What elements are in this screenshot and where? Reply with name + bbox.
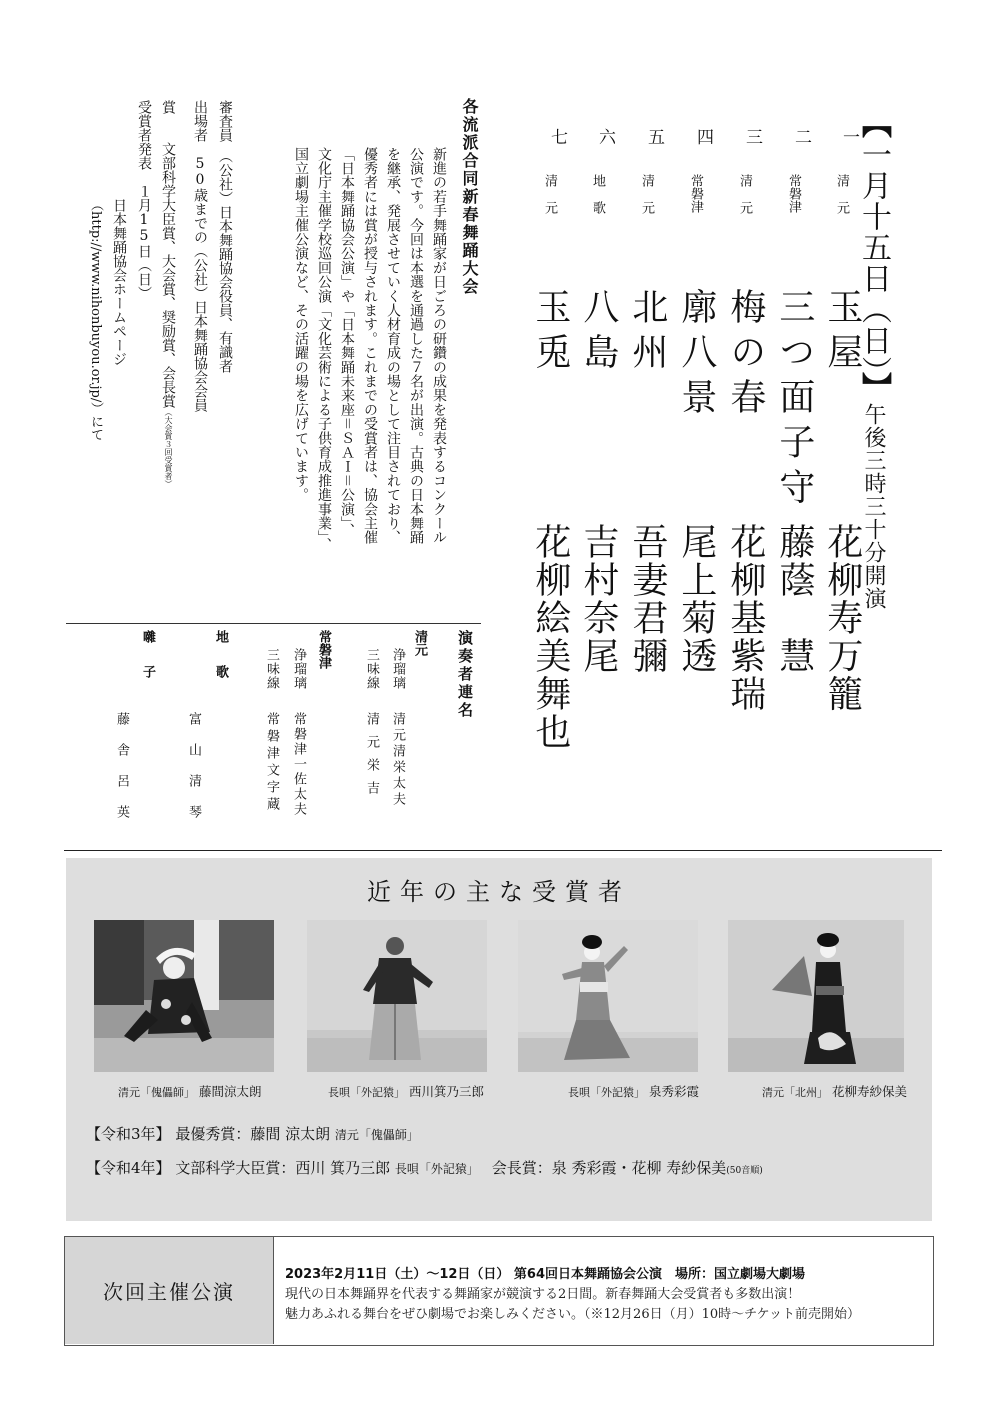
award-reiwa4: 【令和4年】 文部科学大臣賞：西川 箕乃三郎 長唄「外記猿」 会長賞：泉 秀彩霞・花柳 寿紗保美(50音順) xyxy=(86,1159,763,1177)
program-genre: 清元 xyxy=(834,174,849,228)
description-line: 公演です。今回は本選を通過した７名が出演。古典の日本舞踊 xyxy=(408,147,424,545)
program-performer: 尾上菊透 xyxy=(675,523,717,675)
instrument-label: 浄瑠璃 xyxy=(390,648,405,690)
performer-genre: 地歌 xyxy=(213,630,228,700)
performers-title: 演奏者連名 xyxy=(456,630,474,720)
photo-caption: 清元「北州」 花柳寿紗保美 xyxy=(762,1084,908,1099)
performer-genre: 常磐津 xyxy=(316,630,331,669)
program-performer: 吾妻君彌 xyxy=(626,523,668,675)
description-line: を継承、発展させていく人材育成の場として注目されており、 xyxy=(385,147,401,545)
performer-name: 清元栄吉 xyxy=(364,712,379,804)
program-title: 玉兎 xyxy=(529,288,571,378)
program-genre: 地歌 xyxy=(590,174,605,228)
performer-name: 常磐津一佐太夫 xyxy=(291,712,306,817)
award-photo xyxy=(94,920,274,1072)
photo-caption: 長唄「外記猿」 西川箕乃三郎 xyxy=(328,1084,485,1099)
program-number: 三 xyxy=(742,128,762,145)
entrants-info: 出場者 50歳までの（公社）日本舞踊協会会員 xyxy=(192,100,208,412)
program-number: 七 xyxy=(547,128,567,145)
instrument-label: 三味線 xyxy=(364,648,379,690)
program-genre: 常磐津 xyxy=(688,174,703,213)
program-title: 三つ面子守 xyxy=(773,288,815,513)
program-title: 廓八景 xyxy=(675,288,717,423)
program-number: 六 xyxy=(595,128,615,145)
award-photo xyxy=(307,920,487,1072)
photo-caption: 清元「傀儡師」 藤間涼太朗 xyxy=(118,1084,262,1099)
award-photo xyxy=(518,920,698,1072)
website-url[interactable]: （http://www.nihonbuyou.or.jp/）にて xyxy=(88,198,103,442)
program-performer: 吉村奈尾 xyxy=(577,523,619,675)
program-item xyxy=(822,128,864,768)
program-performer: 藤蔭 慧 xyxy=(773,523,815,675)
program-genre: 清元 xyxy=(542,174,557,228)
description-line: 文化庁主催学校巡回公演「文化芸術による子供育成推進事業」、 xyxy=(316,147,332,552)
instrument-label: 浄瑠璃 xyxy=(291,648,306,690)
program-performer: 花柳寿万籠 xyxy=(821,523,863,713)
program-item xyxy=(774,128,816,768)
program-item xyxy=(627,128,669,768)
program-number: 二 xyxy=(791,128,811,145)
program-title: 北州 xyxy=(626,288,668,378)
description-line: 新進の若手舞踊家が日ごろの研鑽の成果を発表するコンクール xyxy=(431,147,447,545)
next-event-description: 現代の日本舞踊界を代表する舞踊家が競演する2日間。新春舞踊大会受賞者も多数出演！ xyxy=(285,1287,801,1302)
judges-info: 審査員 （公社）日本舞踊協会役員、有識者 xyxy=(217,100,233,373)
program-performer: 花柳絵美舞也 xyxy=(529,523,571,751)
program-number: 五 xyxy=(644,128,664,145)
program-number: 四 xyxy=(693,128,713,145)
award-photo xyxy=(728,920,904,1072)
description-line: 優秀者には賞が授与されます。これまでの受賞者は、協会主催 xyxy=(362,147,378,545)
program-item xyxy=(578,128,620,768)
program-genre: 常磐津 xyxy=(786,174,801,213)
award-reiwa3: 【令和3年】 最優秀賞：藤間 涼太朗 清元「傀儡師」 xyxy=(86,1125,419,1143)
next-event-box xyxy=(64,1236,934,1346)
performer-name: 藤舎呂英 xyxy=(114,712,129,836)
program-item xyxy=(530,128,572,768)
next-event-label: 次回主催公演 xyxy=(65,1237,274,1344)
next-event-headline: 2023年2月11日（土）～12日（日） 第64回日本舞踊協会公演 場所：国立劇場大劇場 xyxy=(285,1267,806,1282)
performer-name: 富山清琴 xyxy=(186,712,201,836)
program-item xyxy=(725,128,767,768)
performer-name: 常磐津文字蔵 xyxy=(264,712,279,814)
description-line: 「日本舞踊協会公演」や「日本舞踊未来座＝ＳＡＩ＝公演」、 xyxy=(339,147,355,538)
program-number: 一 xyxy=(839,128,859,145)
performer-name: 清元清栄太夫 xyxy=(390,712,405,808)
awards-title: 近年の主な受賞者 xyxy=(367,878,631,906)
event-title: 各流派合同新春舞踊大会 xyxy=(460,98,479,296)
description-line: 国立劇場主催公演など、その活躍の場を広げています。 xyxy=(293,147,309,502)
program-performer: 花柳基紫瑞 xyxy=(724,523,766,713)
program-genre: 清元 xyxy=(639,174,654,228)
program-title: 八島 xyxy=(577,288,619,378)
announcement-via: 日本舞踊協会ホームページ xyxy=(111,198,127,366)
performer-genre: 囃子 xyxy=(140,630,155,700)
prizes-info: 賞 文部科学大臣賞、大会賞、奨励賞、会長賞（大会賞３回受賞者） xyxy=(160,100,176,488)
divider xyxy=(64,850,942,851)
program-title: 梅の春 xyxy=(724,288,766,423)
instrument-label: 三味線 xyxy=(264,648,279,690)
program-genre: 清元 xyxy=(737,174,752,228)
program-title: 玉屋 xyxy=(821,288,863,378)
program-item xyxy=(676,128,718,768)
performer-genre: 清元 xyxy=(412,630,427,656)
divider xyxy=(66,623,481,624)
next-event-description: 魅力あふれる舞台をぜひ劇場でお楽しみください。（※12月26日（月）10時～チケット前売開始） xyxy=(285,1307,860,1322)
photo-caption: 長唄「外記猿」 泉秀彩霞 xyxy=(568,1084,700,1099)
date-heading: 【一月十五日（日）】午後三時三十分開演 xyxy=(856,108,891,610)
awards-panel xyxy=(66,858,932,1221)
announcement-info: 受賞者発表 １月15日（日） xyxy=(136,100,152,300)
